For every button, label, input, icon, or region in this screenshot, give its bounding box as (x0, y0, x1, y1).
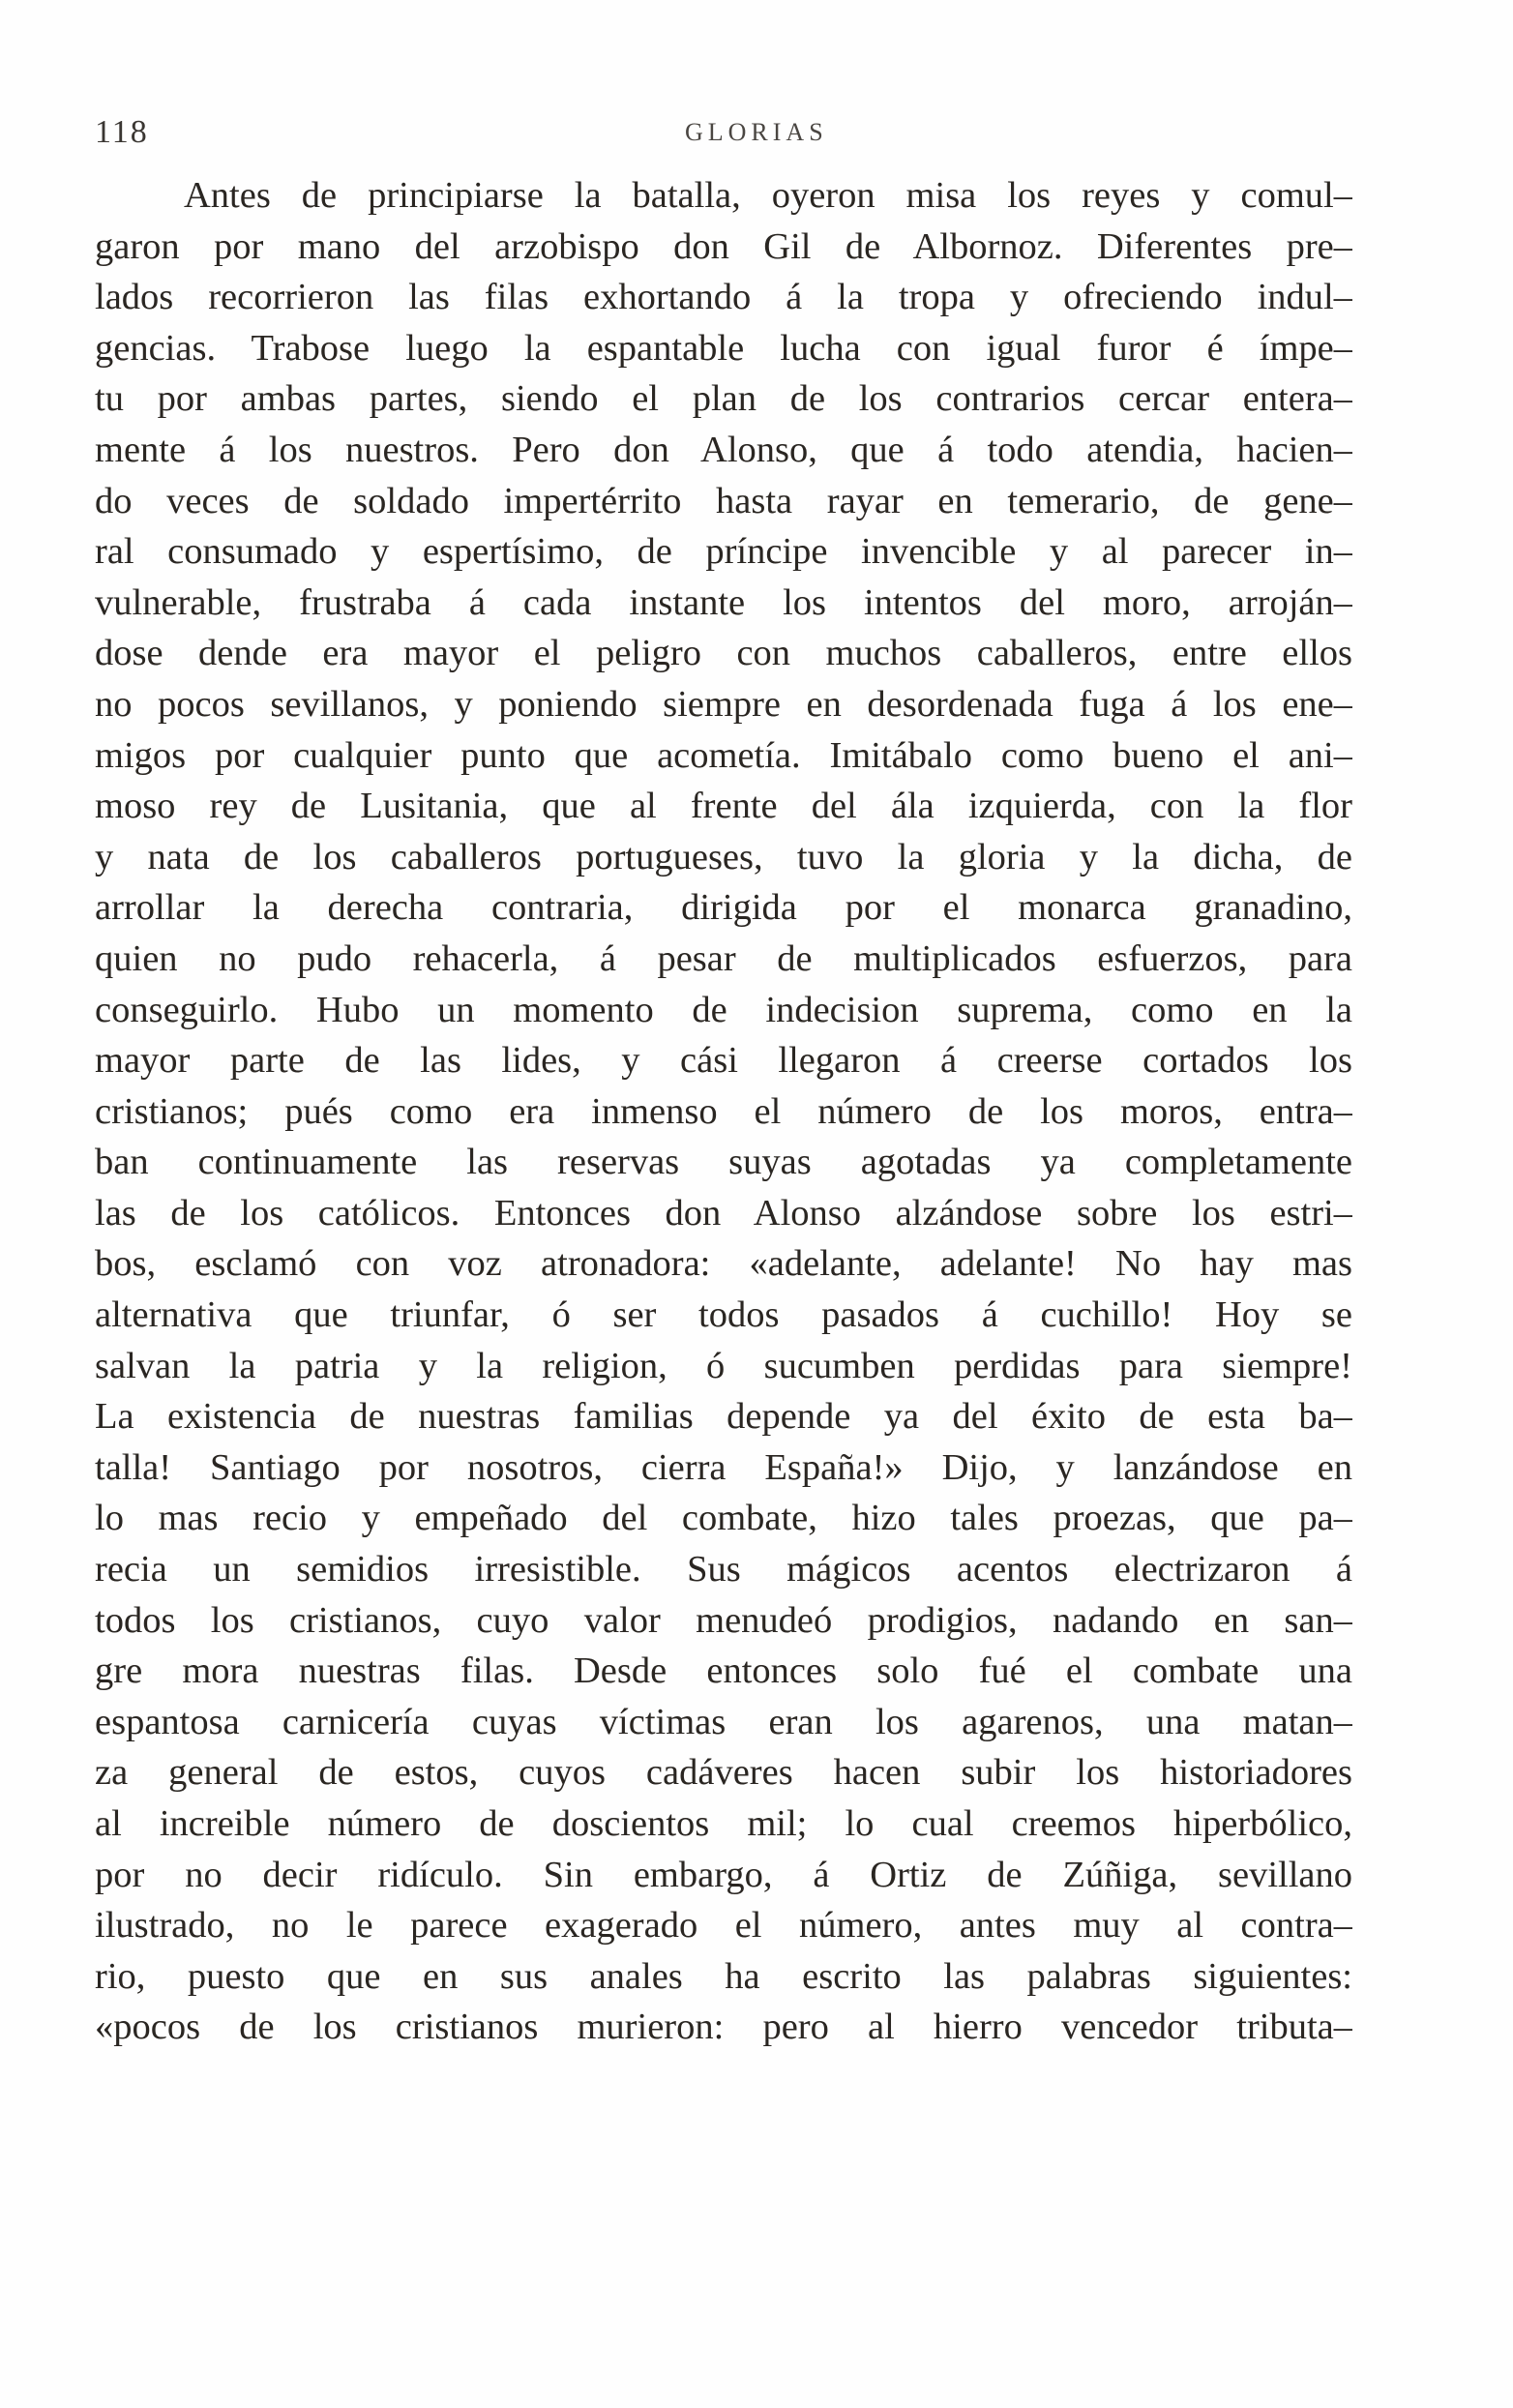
text-line: gre mora nuestras filas. Desde entonces solo fué el combate una (95, 1650, 1352, 1692)
text-line: migos por cualquier punto que acometía. Imitábalo como bueno el ani– (95, 734, 1352, 776)
text-line: mente á los nuestros. Pero don Alonso, que á todo atendia, hacien– (95, 429, 1352, 470)
running-head (95, 114, 1352, 153)
text-line: mayor parte de las lides, y cási llegaron á creerse cortados los (95, 1040, 1352, 1082)
text-line: talla! Santiago por nosotros, cierra España!» Dijo, y lanzándose en (95, 1446, 1352, 1488)
text-line: quien no pudo rehacerla, á pesar de multiplicados esfuerzos, para (95, 937, 1352, 979)
text-line: vulnerable, frustraba á cada instante los intentos del moro, arroján– (95, 581, 1352, 623)
text-line: arrollar la derecha contraria, dirigida por el monarca granadino, (95, 887, 1352, 929)
text-line: espantosa carnicería cuyas víctimas eran los agarenos, una matan– (95, 1701, 1352, 1742)
page-number: 118 (95, 114, 149, 150)
text-line: tu por ambas partes, siendo el plan de los contrarios cercar entera– (95, 378, 1352, 420)
text-line: cristianos; pués como era inmenso el número de los moros, entra– (95, 1090, 1352, 1132)
text-line: lados recorrieron las filas exhortando á la tropa y ofreciendo indul– (95, 277, 1352, 318)
text-line: al increible número de doscientos mil; lo cual creemos hiperbólico, (95, 1803, 1352, 1844)
text-line: «pocos de los cristianos murieron: pero al hierro vencedor tributa– (95, 2007, 1352, 2048)
text-line: por no decir ridículo. Sin embargo, á Ortiz de Zúñiga, sevillano (95, 1854, 1352, 1895)
text-line: do veces de soldado impertérrito hasta rayar en temerario, de gene– (95, 480, 1352, 521)
text-line: salvan la patria y la religion, ó sucumben perdidas para siempre! (95, 1345, 1352, 1386)
text-line: y nata de los caballeros portugueses, tuvo la gloria y la dicha, de (95, 836, 1352, 877)
text-line: za general de estos, cuyos cadáveres hacen subir los historiadores (95, 1752, 1352, 1794)
text-line: conseguirlo. Hubo un momento de indecision suprema, como en la (95, 989, 1352, 1030)
text-line: bos, esclamó con voz atronadora: «adelante, adelante! No hay mas (95, 1243, 1352, 1285)
text-line: gencias. Trabose luego la espantable lucha con igual furor é ímpe– (95, 327, 1352, 369)
text-line: alternativa que triunfar, ó ser todos pasados á cuchillo! Hoy se (95, 1294, 1352, 1336)
text-line: moso rey de Lusitania, que al frente del ála izquierda, con la flor (95, 786, 1352, 827)
text-line: ban continuamente las reservas suyas agotadas ya completamente (95, 1142, 1352, 1183)
text-line: ilustrado, no le parece exagerado el número, antes muy al contra– (95, 1905, 1352, 1947)
text-line: Antes de principiarse la batalla, oyeron misa los reyes y comul– (184, 175, 1352, 216)
text-line: recia un semidios irresistible. Sus mágicos acentos electrizaron á (95, 1549, 1352, 1590)
text-line: La existencia de nuestras familias depende ya del éxito de esta ba– (95, 1396, 1352, 1438)
running-title: GLORIAS (685, 118, 828, 146)
text-line: ral consumado y espertísimo, de príncipe invencible y al parecer in– (95, 531, 1352, 573)
text-line: lo mas recio y empeñado del combate, hizo tales proezas, que pa– (95, 1498, 1352, 1539)
text-line: dose dende era mayor el peligro con muchos caballeros, entre ellos (95, 633, 1352, 674)
body-text (95, 170, 1352, 2053)
text-line: rio, puesto que en sus anales ha escrito las palabras siguientes: (95, 1955, 1352, 1997)
text-line: todos los cristianos, cuyo valor menudeó prodigios, nadando en san– (95, 1599, 1352, 1641)
text-line: no pocos sevillanos, y poniendo siempre en desordenada fuga á los ene– (95, 683, 1352, 725)
text-line: garon por mano del arzobispo don Gil de Albornoz. Diferentes pre– (95, 225, 1352, 267)
text-line: las de los católicos. Entonces don Alonso alzándose sobre los estri– (95, 1192, 1352, 1234)
